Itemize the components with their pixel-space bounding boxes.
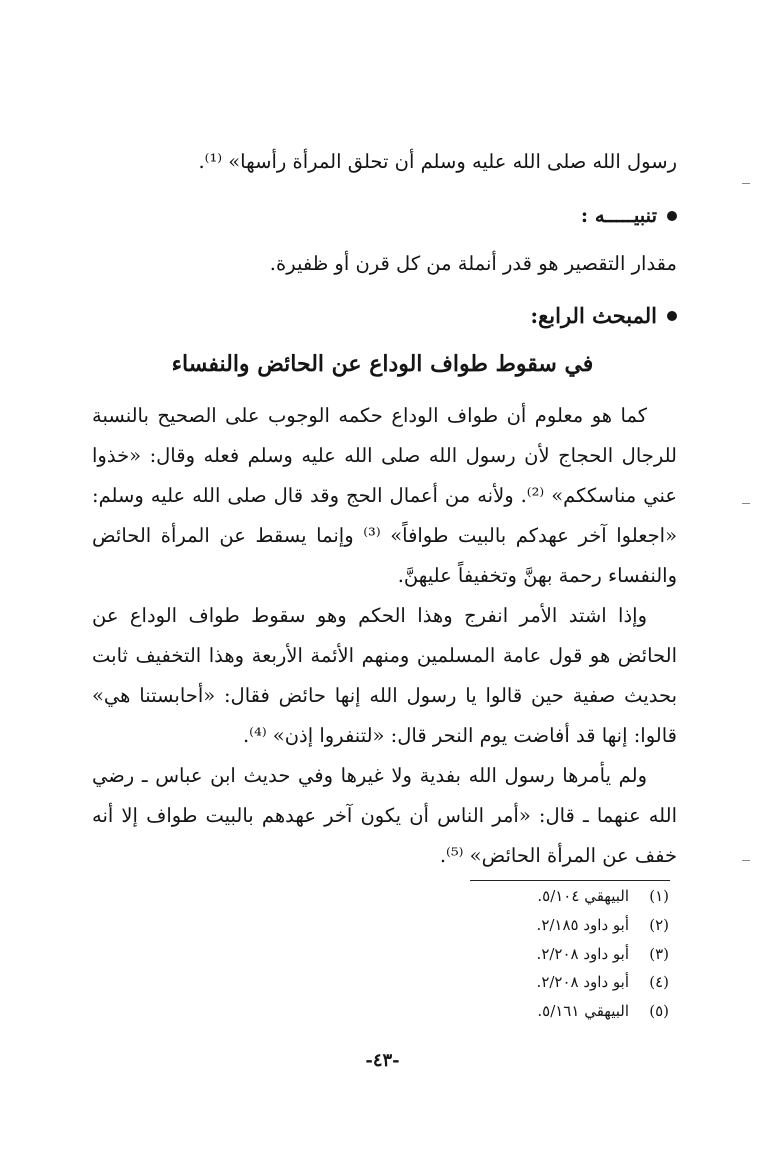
section-heading <box>92 296 677 336</box>
paragraph: ولم يأمرها رسول الله بفدية ولا غيرها وفي حديث ابن عباس ـ رضي الله عنهما ـ قال: «أمر الناس أن يكون آخر عهدهم بالبيت طواف إلا أنه خفف عن المرأة الحائض» ⁽⁵⁾. <box>92 764 677 867</box>
scan-mark <box>742 860 750 861</box>
note-text: مقدار التقصير هو قدر أنملة من كل قرن أو ظفيرة. <box>269 252 677 275</box>
paragraph: كما هو معلوم أن طواف الوداع حكمه الوجوب على الصحيح بالنسبة للرجال الحجاج لأن رسول الله صلى الله عليه وسلم فعله وقال: «خذوا عني مناسككم» ⁽²⁾. ولأنه من أعمال الحج وقد قال صلى الله عليه وسلم: «اجعلوا آخر عهدكم بالبيت طوافاً» ⁽³⁾ وإنما يسقط عن المرأة الحائض والنفساء رحمة بهنَّ وتخفيفاً عليهنَّ. <box>92 404 678 587</box>
footnote <box>369 970 669 995</box>
footnote-number: (٤) <box>649 973 669 991</box>
footnote <box>369 999 669 1024</box>
footnote <box>369 913 669 938</box>
footnote-divider <box>470 880 670 881</box>
body-text <box>92 396 677 876</box>
footnote-text: أبو داود ٢/٢٠٨. <box>536 973 629 991</box>
scan-mark <box>742 183 750 184</box>
footnote-number: (٣) <box>649 945 669 963</box>
bullet-icon <box>667 311 677 321</box>
footnote-number: (٥) <box>649 1002 669 1020</box>
note-heading <box>92 196 677 236</box>
footnote-text: البيهقي ٥/١٠٤. <box>537 887 629 905</box>
section-title: في سقوط طواف الوداع عن الحائض والنفساء <box>171 351 594 377</box>
intro-line: رسول الله صلى الله عليه وسلم أن تحلق المرأة رأسها» ⁽¹⁾. <box>198 150 677 173</box>
footnote-number: (١) <box>649 887 669 905</box>
note-label: تنبيـــــه : <box>580 204 657 227</box>
footnote-text: أبو داود ٢/١٨٥. <box>536 916 629 934</box>
bullet-icon <box>667 211 677 221</box>
footnote-text: البيهقي ٥/١٦١. <box>537 1002 629 1020</box>
paragraph: وإذا اشتد الأمر انفرج وهذا الحكم وهو سقوط طواف الوداع عن الحائض هو قول عامة المسلمين ومنهم الأئمة الأربعة وهذا التخفيف ثابت بحديث صفية حين قالوا يا رسول الله إنها حائض فقال: «أحابستنا هي» قالوا: إنها قد أفاضت يوم النحر قال: «لتنفروا إذن» ⁽⁴⁾. <box>92 604 677 747</box>
footnote <box>369 884 669 909</box>
page-number: -٤٣- <box>365 1050 400 1071</box>
footnote-text: أبو داود ٢/٢٠٨. <box>536 945 629 963</box>
scan-mark <box>742 503 750 504</box>
footnote <box>369 942 669 967</box>
footnote-number: (٢) <box>649 916 669 934</box>
section-label: المبحث الرابع: <box>530 303 657 328</box>
